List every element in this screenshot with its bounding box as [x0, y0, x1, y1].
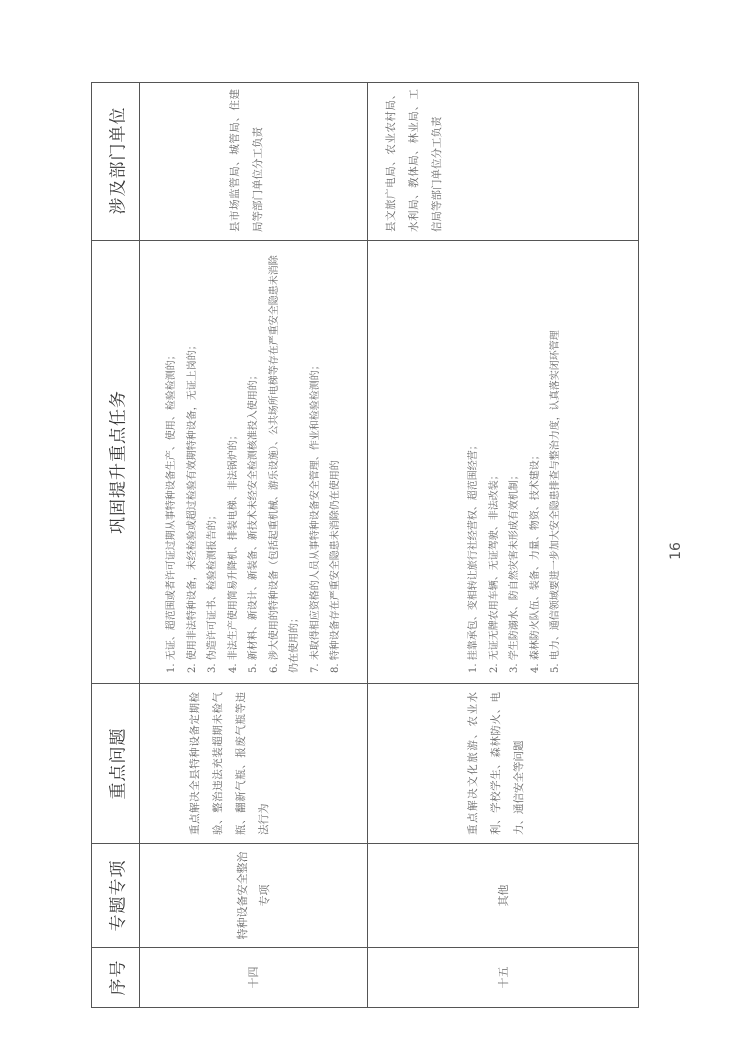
list-item: 5. 电力、通信领域要进一步加大安全隐患排查与整治力度，认真落实闭环管理	[550, 330, 561, 673]
list-item: 2. 无证无牌农用车辆、无证驾驶、非法改装；	[488, 470, 500, 673]
list-item: 1. 挂靠承包、变相转让旅行社经营权、超范围经营；	[468, 440, 479, 673]
list-item: 2. 使用非法特种设备，未经检验或超过检验有效期特种设备，无证上岗的；	[186, 340, 198, 673]
list-item: 6. 涉大使用的特种设备（包括起重机械、游乐设施）、公共场所电梯等存在严重安全隐患未消除仍在使用的；	[268, 255, 300, 673]
page-number: 16	[668, 542, 684, 560]
topic-cell: 其他	[368, 843, 639, 947]
tasks-cell	[368, 240, 639, 683]
seq-cell: 十五	[368, 947, 639, 1007]
header-problem: 重点问题	[92, 683, 139, 843]
list-item: 3. 伪造许可证书、检验检测报告的；	[207, 510, 218, 673]
table-header-row	[92, 82, 140, 1007]
departments-cell: 县文旅广电局、农业农村局、水利局、教体局、林业局、工信局等部门单位分工负责	[385, 89, 443, 232]
problem-cell: 重点解决文化旅游、农业水利、学校学生、森林防火、电力、通信安全等问题	[368, 683, 639, 843]
departments-cell: 县市场监管局、城管局、住建局等部门单位分工负责	[229, 89, 264, 232]
list-item: 1. 无证、超范围或者许可证过期从事特种设备生产、使用、检验检测的；	[166, 350, 177, 673]
tasks-cell	[140, 240, 367, 683]
list-item: 8. 特种设备存在严重安全隐患未消除仍在使用的	[330, 460, 341, 673]
list-item: 4. 森林防火队伍、装备、力量、物资、技术建设；	[529, 450, 541, 673]
header-seq: 序号	[92, 947, 139, 1007]
problem-cell: 重点解决全县特种设备定期检验、整治违法充装超期未检气瓶、翻新气瓶、报废气瓶等违法行为	[140, 683, 367, 843]
rectification-task-table	[91, 82, 639, 1008]
table-row	[368, 82, 639, 1007]
header-departments: 涉及部门单位	[108, 106, 128, 215]
task-list	[464, 247, 567, 673]
topic-cell: 特种设备安全整治专项	[140, 843, 367, 947]
list-item: 7. 未取得相应资格的人员从事特种设备安全管理、作业和检验检测的；	[309, 360, 321, 673]
seq-cell: 十四	[140, 947, 367, 1007]
list-item: 4. 非法生产使用简易升降机、排装电梯、非法锅炉的；	[227, 430, 239, 673]
header-topic: 专题专项	[92, 843, 139, 947]
landscape-table-page	[91, 82, 639, 1008]
task-list	[162, 247, 347, 673]
table-row	[140, 82, 368, 1007]
list-item: 3. 学生防溺水、防自然灾害未形成有效机制；	[509, 470, 520, 673]
list-item: 5. 新材料、新设计、新装备、新技术未经安全检测核准投入使用的；	[248, 370, 259, 673]
header-tasks: 巩固提升重点任务	[92, 240, 139, 683]
